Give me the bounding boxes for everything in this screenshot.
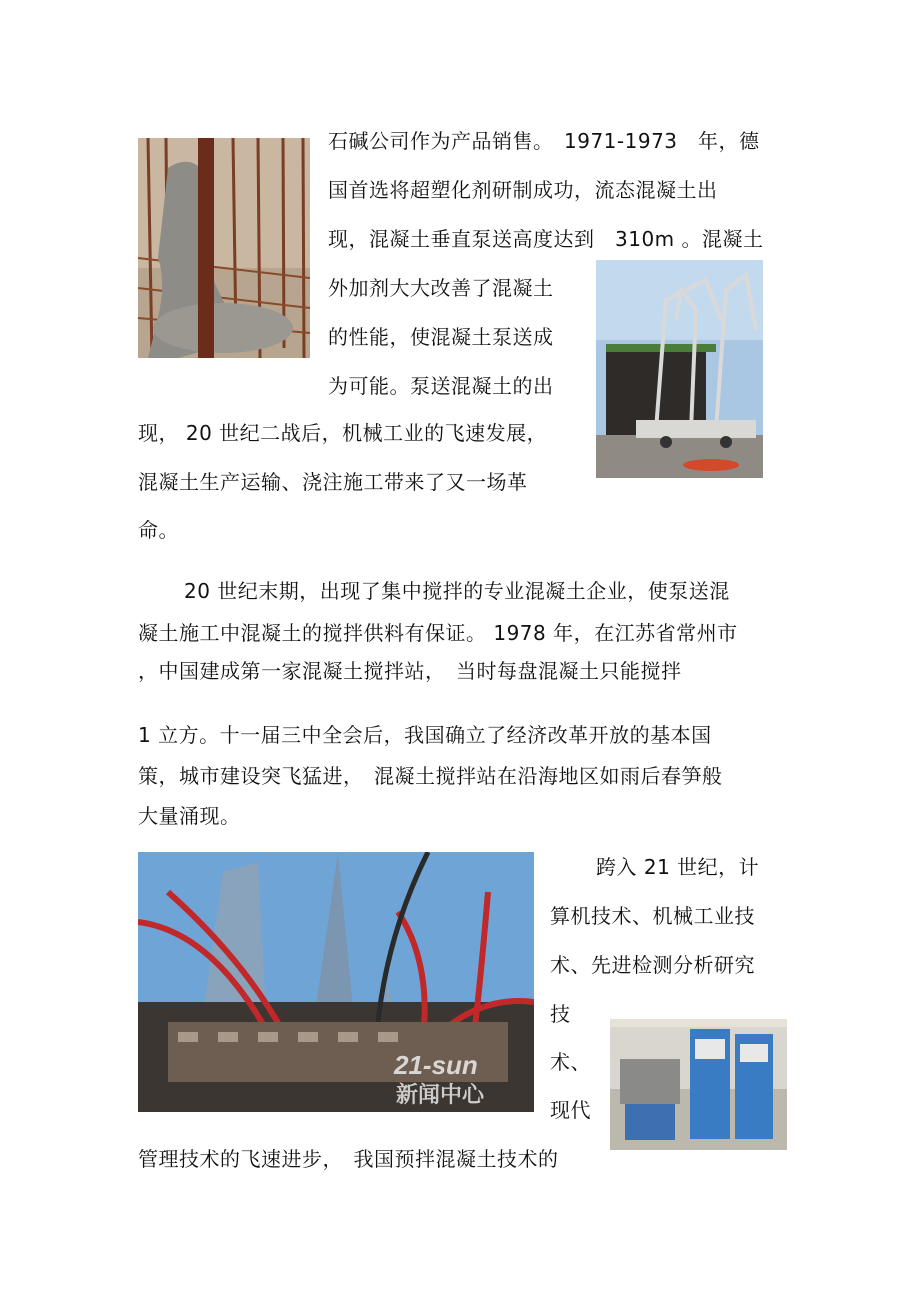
text-line: 外加剂大大改善了混凝土 xyxy=(328,276,554,300)
text-line: 技 xyxy=(550,1002,571,1026)
skyscraper-site-photo xyxy=(138,852,534,1112)
text-line: 大量涌现。 xyxy=(138,804,241,828)
pump-truck-photo xyxy=(596,260,763,478)
text-line: 现，混凝土垂直泵送高度达到 310m 。混凝土 xyxy=(328,227,764,251)
text-line: 凝土施工中混凝土的搅拌供料有保证。 1978 年，在江苏省常州市 xyxy=(138,621,738,645)
text-line: 跨入 21 世纪，计 xyxy=(596,855,760,879)
watermark-21sun: 21-sun xyxy=(394,1050,478,1080)
text-line: 术、 xyxy=(550,1050,591,1074)
text-line: 1 立方。十一届三中全会后，我国确立了经济改革开放的基本国 xyxy=(138,723,712,747)
text-line: 混凝土生产运输、浇注施工带来了又一场革 xyxy=(138,470,528,494)
lab-equipment-photo xyxy=(610,1019,787,1150)
text-line: 算机技术、机械工业技 xyxy=(550,904,755,928)
text-line: 石碱公司作为产品销售。 1971-1973 年，德 xyxy=(328,129,760,153)
text-line: 的性能，使混凝土泵送成 xyxy=(328,325,554,349)
text-line: 为可能。泵送混凝土的出 xyxy=(328,374,554,398)
text-line: 命。 xyxy=(138,518,179,542)
watermark-news-center: 新闻中心 xyxy=(396,1083,485,1108)
text-line: 现代 xyxy=(550,1098,591,1122)
text-line: 20 世纪末期，出现了集中搅拌的专业混凝土企业，使泵送混 xyxy=(184,579,730,603)
text-line: 国首选将超塑化剂研制成功，流态混凝土出 xyxy=(328,178,718,202)
text-line: 策，城市建设突飞猛进， 混凝土搅拌站在沿海地区如雨后春笋般 xyxy=(138,764,723,788)
text-line: 术、先进检测分析研究 xyxy=(550,953,755,977)
text-line: 管理技术的飞速进步， 我国预拌混凝土技术的 xyxy=(138,1147,559,1171)
text-line: ，中国建成第一家混凝土搅拌站， 当时每盘混凝土只能搅拌 xyxy=(138,659,682,683)
text-line: 现， 20 世纪二战后，机械工业的飞速发展， xyxy=(138,421,548,445)
concrete-pouring-photo xyxy=(138,138,310,358)
